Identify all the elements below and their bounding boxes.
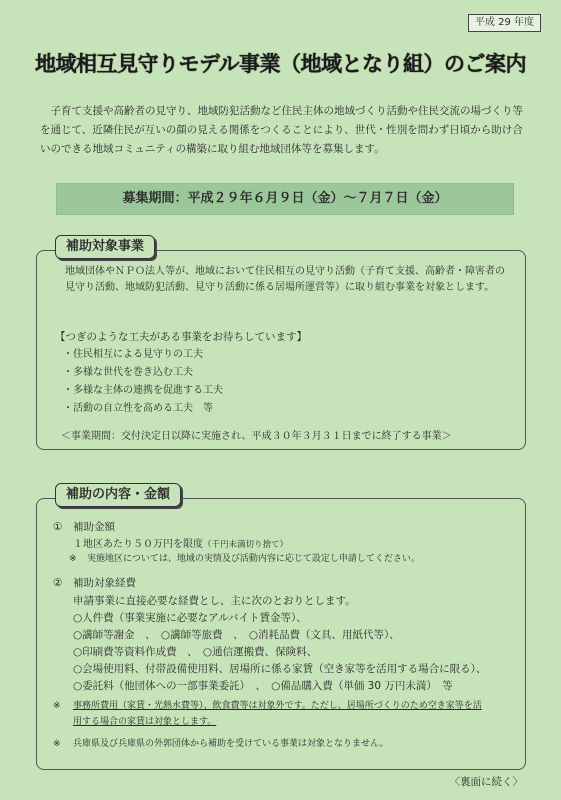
eligible-expenses-heading: 補助対象経費 [73, 577, 136, 589]
continued-on-back: 〈裏面に続く〉 [449, 776, 523, 788]
excluded-expenses-note-line1: 事務所費用（家賃・光熱水費等）、飲食費等は対象外です。ただし、居場所づくりのため空き家等を活 [73, 701, 482, 711]
project-period-note: ＜事業期間：交付決定日以降に実施され、平成３０年３月３１日までに終了する事業＞ [61, 431, 452, 442]
expense-line: 申請事業に直接必要な経費とし、主に次のとおりとします。 [73, 595, 356, 607]
expense-line: ○印刷費等資料作成費 、 ○通信運搬費、保険料、 [73, 646, 318, 658]
section-tab-eligible-projects: 補助対象事業 [55, 235, 155, 259]
fiscal-year-badge: 平成 29 年度 [468, 14, 541, 32]
subsidy-amount-main: １地区あたり５０万円を限度 [73, 539, 203, 550]
expense-line: ○会場使用料、付帯設備使用料、居場所に係る家賃（空き家等を活用する場合に限る）、 [73, 663, 487, 675]
expense-line: ○委託料（他団体への一部事業委託） 、 ○備品購入費（単価 30 万円未満） 等 [73, 680, 453, 692]
excluded-expenses-note [73, 698, 513, 730]
intro-paragraph: 子育て支援や高齢者の見守り、地域防犯活動など住民主体の地域づくり活動や住民交流の場づくり等を通じて、近隣住民が互いの顔の見える関係をつくることにより、世代・性別を問わず日頃から助け合いのできる地域コミュニティの構築に取り組む地域団体等を募集します。 [40, 105, 523, 155]
prefecture-subsidy-note: 兵庫県及び兵庫県の外郭団体から補助を受けている事業は対象となりません。 [73, 739, 389, 749]
feature-bullet: ・住民相互による見守りの工夫 [63, 349, 203, 360]
subsidy-area-note: 実施地区については、地域の実情及び活動内容に応じて設定し申請してください。 [87, 554, 420, 564]
subsidy-amount-rounding: （千円未満切り捨て） [203, 540, 289, 550]
application-period-banner: 募集期間：平成２９年６月９日（金）～７月７日（金） [56, 183, 514, 215]
note-mark: ※ [53, 701, 61, 711]
excluded-expenses-note-line2: 用する場合の家賃は対象とします。 [73, 717, 217, 727]
item-number: ② [53, 577, 63, 589]
eligible-projects-section [36, 239, 526, 450]
page-title: 地域相互見守りモデル事業（地域となり組）のご案内 [35, 52, 526, 76]
eligible-projects-description: 地域団体やＮＰＯ法人等が、地域において住民相互の見守り活動（子育て支援、高齢者・障害者の見守り活動、地域防犯活動、見守り活動に係る居場所運営等）に取り組む事業を対象とします。 [65, 266, 505, 293]
expense-line: ○人件費（事業実施に必要なアルバイト賃金等）、 [73, 612, 307, 624]
section-tab-subsidy-content: 補助の内容・金額 [55, 483, 181, 507]
note-mark: ※ [69, 554, 77, 564]
item-number: ① [53, 521, 63, 533]
wanted-features-heading: 【つぎのような工夫がある事業をお待ちしています】 [55, 331, 307, 343]
subsidy-amount-heading: 補助金額 [73, 521, 115, 533]
feature-bullet: ・活動の自立性を高める工夫 等 [63, 403, 213, 414]
note-mark: ※ [53, 739, 61, 749]
feature-bullet: ・多様な世代を巻き込む工夫 [63, 367, 193, 378]
subsidy-content-section [36, 487, 526, 770]
expense-line: ○講師等謝金 、 ○講師等旅費 、 ○消耗品費（文具、用紙代等）、 [73, 629, 400, 641]
feature-bullet: ・多様な主体の連携を促進する工夫 [63, 385, 223, 396]
